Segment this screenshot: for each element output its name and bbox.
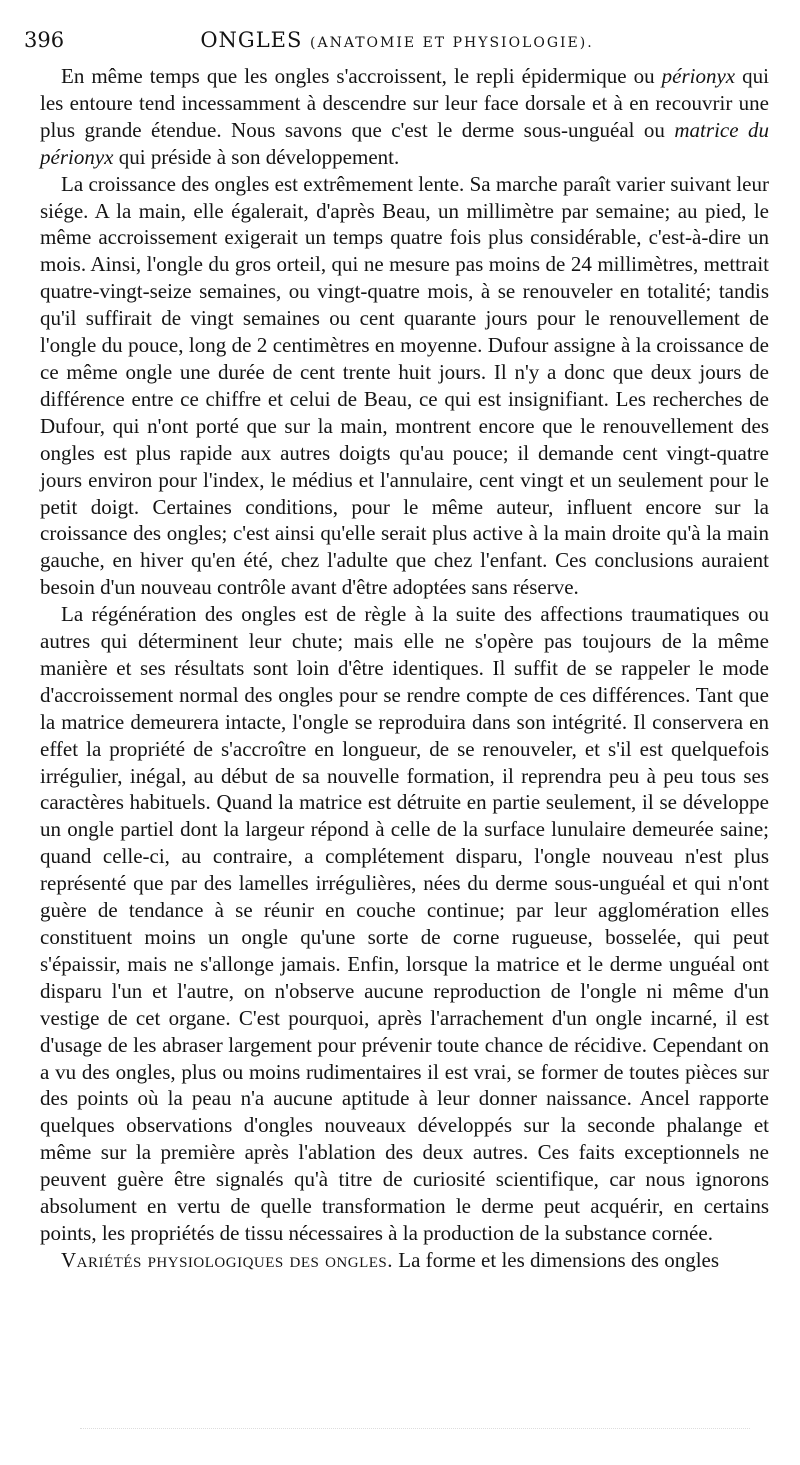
running-head-title: ONGLES <box>200 28 303 52</box>
text-span: La forme et les dimensions des ongles <box>393 1247 720 1272</box>
text-span: qui préside à son développement. <box>113 144 400 169</box>
paragraph-perionyx <box>40 63 769 171</box>
page-number: 396 <box>24 28 65 52</box>
paragraph-varietes <box>40 1247 769 1274</box>
page-header <box>24 28 770 54</box>
text-span: En même temps que les ongles s'accroissent, le repli épidermique ou <box>61 64 662 88</box>
italic-term: matrice du périonyx <box>40 117 769 169</box>
running-head <box>24 28 770 52</box>
body-text <box>40 63 769 1274</box>
section-heading: Variétés physiologiques des ongles. <box>61 1247 394 1272</box>
footer-bleed-marks <box>80 1428 750 1435</box>
text-span: qui les entoure tend incessamment à descendre sur leur face dorsale et à en recouvrir une plus grande étendue. Nous savons que c'est le derme sous-unguéal ou <box>40 64 769 142</box>
paragraph-regeneration: La régénération des ongles est de règle à la suite des affections traumatiques ou autres qui déterminent leur chute; mais elle ne s'opère pas toujours de la même manière et ses résultats sont loin d'être identiques. Il suffit de se rappeler le mode d'accroissement normal des ongles pour se rendre compte de ces différences. Tant que la matrice demeurera intacte, l'ongle se reproduira dans son intégrité. Il conservera en effet la propriété de s'accroître en longueur, de se renouveler, et s'il est quelquefois irrégulier, inégal, au début de sa nouvelle formation, il reprendra peu à peu tous ses caractères habituels. Quand la matrice est détruite en partie seulement, il se développe un ongle partiel dont la largeur répond à celle de la surface lunulaire demeurée saine; quand celle-ci, au contraire, a complétement disparu, l'ongle nouveau n'est plus représenté que par des lamelles irrégulières, nées du derme sous-unguéal et qui n'ont guère de tendance à se réunir en couche continue; par leur agglomération elles constituent moins un ongle qu'une sorte de corne rugueuse, bosselée, qui peut s'épaissir, mais ne s'allonge jamais. Enfin, lorsque la matrice et le derme unguéal ont disparu l'un et l'autre, on n'observe aucune reproduction de l'ongle ni même d'un vestige de cet organe. C'est pourquoi, après l'arrachement d'un ongle incarné, il est d'usage de les abraser largement pour prévenir toute chance de récidive. Cependant on a vu des ongles, plus ou moins rudimentaires il est vrai, se former de toutes pièces sur des points où la peau n'a aucune aptitude à leur donner naissance. Ancel rapporte quelques observations d'ongles nouveaux développés sur la seconde phalange et même sur la première après l'ablation des deux autres. Ces faits exceptionnels ne peuvent guère être signalés qu'à titre de curiosité scientifique, car nous ignorons absolument en vertu de quelle transformation le derme peut acquérir, en certains points, les propriétés de tissu nécessaires à la production de la substance cornée. <box>40 602 769 1245</box>
italic-term: périonyx <box>661 64 736 88</box>
running-head-subtitle: (ANATOMIE ET PHYSIOLOGIE). <box>310 35 594 51</box>
paragraph-croissance: La croissance des ongles est extrêmement lente. Sa marche paraît varier suivant leur siége. A la main, elle égalerait, d'après Beau, un millimètre par semaine; au pied, le même accroissement exigerait un temps quatre fois plus considérable, c'est-à-dire un mois. Ainsi, l'ongle du gros orteil, qui ne mesure pas moins de 24 millimètres, mettrait quatre-vingt-seize semaines, ou vingt-quatre mois, à se renouveler en totalité; tandis qu'il suffirait de vingt semaines ou cent quarante jours pour le renouvellement de l'ongle du pouce, long de 2 centimètres en moyenne. Dufour assigne à la croissance de ce même ongle une durée de cent trente huit jours. Il n'y a donc que deux jours de différence entre ce chiffre et celui de Beau, ce qui est insignifiant. Les recherches de Dufour, qui n'ont porté que sur la main, montrent encore que le renouvellement des ongles est plus rapide aux autres doigts qu'au pouce; il demande cent vingt-quatre jours environ pour l'index, le médius et l'annulaire, cent vingt et un seulement pour le petit doigt. Certaines conditions, pour le même auteur, influent encore sur la croissance des ongles; c'est ainsi qu'elle serait plus active à la main droite qu'à la main gauche, en hiver qu'en été, chez l'adulte que chez l'enfant. Ces conclusions auraient besoin d'un nouveau contrôle avant d'être adoptées sans réserve. <box>40 171 769 600</box>
